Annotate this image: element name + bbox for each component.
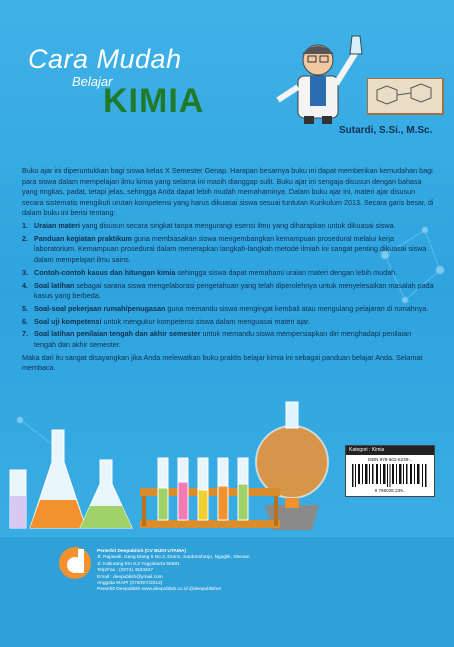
blackboard-illustration <box>367 78 445 116</box>
category-label: Kategori : Kimia <box>346 446 434 455</box>
list-item: 2. Panduan kegiatan praktikum guna membiasakan siswa mengembangkan kemampuan prosedural melalui kerja laboratorium. Kemampuan prosedural dalam menerapkan langkah-langkah metode ilmiah ini sangat penting dikuasai siswa dalam mempelajari ilmu sains. <box>22 233 427 264</box>
publisher-name: Penerbit Deepublish (CV BUDI UTAMA) <box>97 549 186 554</box>
publisher-address-2: Jl. Kaliurang Km 9,3 Yogyakarta 55581 <box>97 561 180 567</box>
list-item: 7. Soal latihan penilaian tengah dan akhir semester untuk memandu siswa mempersiapkan diri menghadapi penilaian tengah dan akhir semester. <box>22 329 412 350</box>
publisher-info <box>97 549 250 594</box>
scientist-illustration <box>258 32 368 124</box>
list-item: 5. Soal-soal pekerjaan rumah/penugasan guna memandu siswa mengingat kembali atau mengulang pelajaran di rumahnya. <box>22 303 429 313</box>
publisher-email: Email : deepublish@ymail.com <box>97 574 163 580</box>
publisher-member: Anggota IKAPI (076/DIY/2012) <box>97 581 163 587</box>
list-item: 6. Soal uji kompetensi untuk mengukur kompetensi siswa dalam menguasai materi ajar. <box>22 316 311 326</box>
publisher-address-1: Jl. Rajawali, Gang Elang 6 No.3, Drono, Sardonoharjo, Ngaglik, Sleman <box>97 555 250 561</box>
intro-paragraph: Buku ajar ini diperuntukkan bagi siswa kelas X Semester Genap. Harapan besarnya buku ini dapat memberikan kemudahan bagi para siswa dalam mempelajari ilmu kimia yang selama ini masih dianggap sulit. Buku ajar ini sengaja disusun dengan bahasa yang ringkas, padat, tetapi jelas, sehingga Anda dapat lebih mudah memahaminya. Dalam buku ajar ini, materi ajar disusun secara sistematis mengikuti urutan kompetensi yang harus dikuasai siswa sesuai tuntutan Kurikulum 2013. Secara garis besar, di dalam buku ini berisi tentang: <box>22 166 434 218</box>
barcode-number: 9 786026 239.. <box>374 488 406 493</box>
title-line-2: Belajar <box>72 74 113 89</box>
description-text <box>22 166 434 374</box>
content-list <box>22 221 434 351</box>
list-item: 4. Soal latihan sebagai sarana siswa mengelaborasi pengetahuan yang telah diperolehnya untuk menyelesaikan masalah pada kasus yang berbeda. <box>22 280 434 301</box>
publisher-social: Penerbit Deepublish www.deepublish.co.id @deepublisher <box>97 587 222 593</box>
author-name: Sutardi, S.Si., M.Sc. <box>339 125 433 136</box>
isbn-label: ISBN 978-602-6239-.. <box>367 457 413 462</box>
title-line-1: Cara Mudah <box>28 44 182 74</box>
isbn-box <box>345 445 435 497</box>
title-main: KIMIA <box>103 82 205 120</box>
closing-paragraph: Maka dari itu sangat disayangkan jika Anda melewatkan buku praktis belajar kimia ini sebagai panduan belajar Anda. Selamat membaca. <box>22 352 423 373</box>
barcode-icon <box>352 464 428 487</box>
publisher-logo-icon <box>58 543 92 583</box>
list-item: 1. Uraian materi yang disusun secara singkat tanpa mengurangi esensi ilmu yang diharapkan untuk dikuasai siswa. <box>22 220 396 230</box>
publisher-phone: Telp/Fax : (0274) 4533427 <box>97 568 154 574</box>
list-item: 3. Contoh-contoh kasus dan hitungan kimia sehingga siswa dapat memahami uraian materi dengan lebih mudah. <box>22 267 398 277</box>
